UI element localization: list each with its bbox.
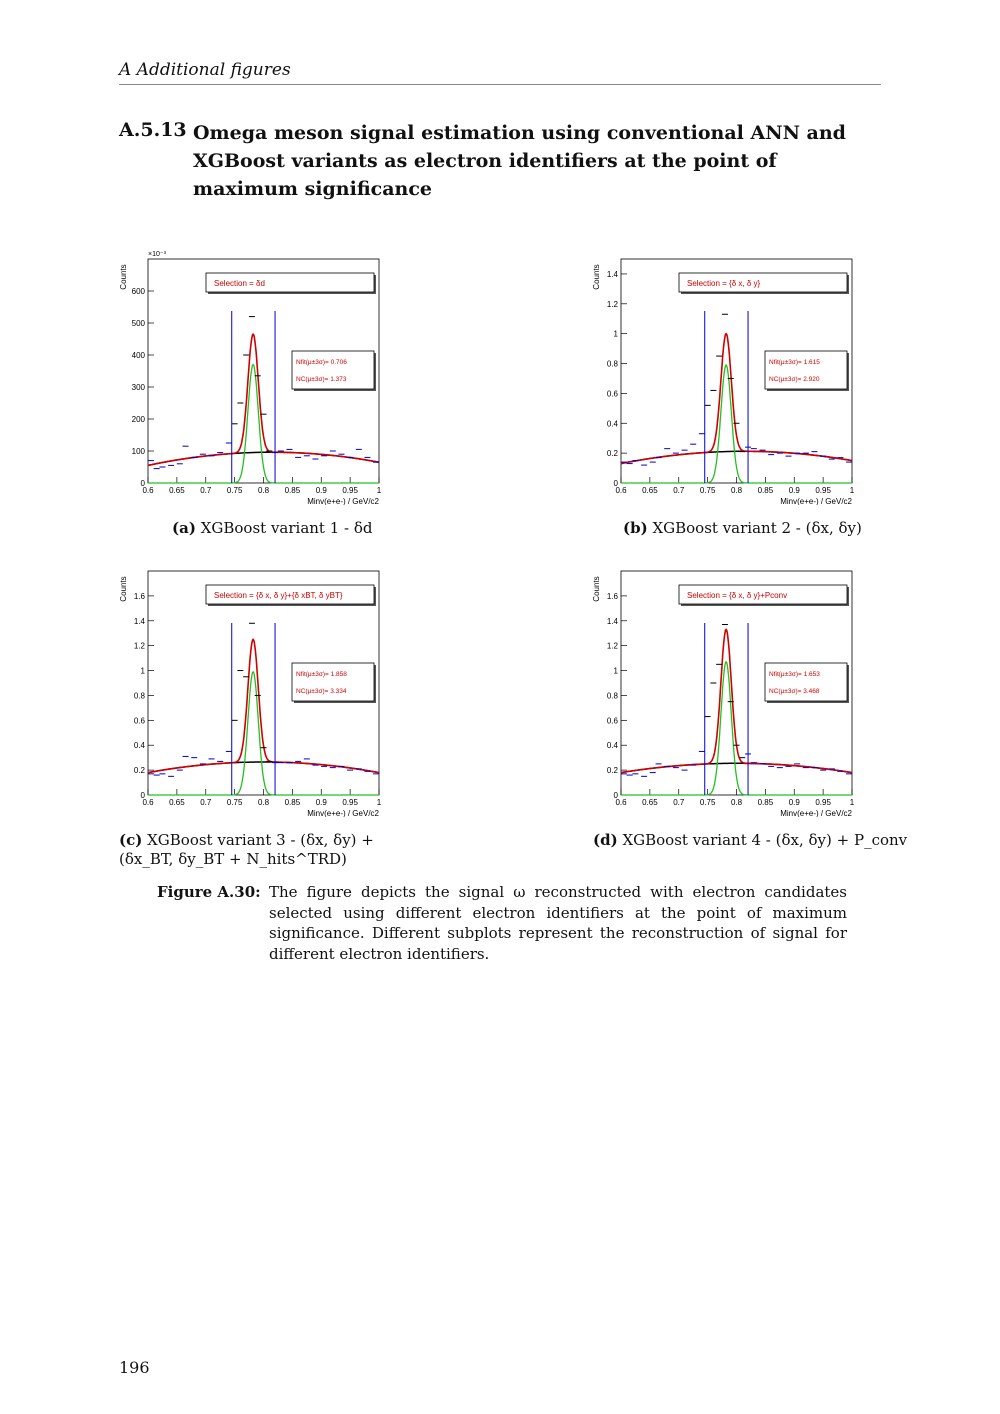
y-axis-label: Counts [592,264,601,290]
chart-c [112,557,412,817]
subcaption-tag: (a) [172,519,196,537]
x-axis-label: Minv(e+e-) / GeV/c2 [307,809,379,817]
subcaption-text: XGBoost variant 2 - (δx, δy) [652,519,862,537]
total-fit-line [148,639,379,772]
y-tick-label: 1.2 [133,641,145,651]
x-tick-label: 0.95 [815,798,831,807]
x-tick-label: 0.75 [699,798,716,807]
x-tick-label: 0.6 [615,798,627,807]
x-tick-label: 0.8 [257,486,270,495]
y-tick-label: 0 [140,791,145,800]
y-tick-label: 400 [131,351,145,360]
x-tick-label: 1 [376,798,382,807]
chart-panel-c [112,557,412,817]
selection-label: Selection = {δ x, δ y} [687,279,761,288]
selection-label: Selection = {δ x, δ y}+Pconv [687,591,788,600]
x-tick-label: 0.95 [342,486,358,495]
x-tick-label: 0.7 [673,798,685,807]
x-tick-label: 0.6 [615,486,627,495]
subcaption-tag: (b) [623,519,648,537]
chart-d [585,557,885,817]
x-tick-label: 0.65 [169,798,185,807]
y-axis-label: Counts [592,576,601,602]
header-rule [119,84,881,85]
subcaption-tag: (d) [593,831,618,849]
x-tick-label: 0.7 [200,486,212,495]
y-tick-label: 0.8 [606,691,618,701]
y-tick-label: 0 [140,479,145,488]
selection-label: Selection = {δ x, δ y}+{δ xBT, δ yBT} [214,591,343,600]
y-tick-label: 1 [613,666,618,676]
x-tick-label: 0.85 [757,798,774,807]
y-tick-label: 0.6 [606,716,618,726]
y-tick-label: 0.4 [133,741,145,751]
y-tick-label: 1.4 [606,269,618,279]
y-tick-label: 0.6 [606,389,618,399]
x-tick-label: 0.9 [315,798,327,807]
selection-label: Selection = δd [214,279,265,288]
chart-b [585,245,885,505]
section-title: Omega meson signal estimation using conventional ANN and XGBoost variants as electron identifiers at the point of maximum significance [193,122,846,200]
y-tick-label: 0.4 [606,741,618,751]
subcaption-c [119,831,409,869]
y-tick-label: 0.6 [133,716,145,726]
x-tick-label: 0.85 [284,798,301,807]
y-tick-label: 600 [131,287,145,296]
x-tick-label: 0.75 [699,486,716,495]
y-tick-label: 1.2 [606,299,618,309]
x-tick-label: 0.9 [788,486,800,495]
x-tick-label: 0.75 [226,798,243,807]
y-tick-label: 0.2 [606,449,618,459]
chart-panel-d [585,557,885,817]
y-tick-label: 1.4 [133,616,145,626]
fit-yield-label: Nfit(μ±3σ)= 1.615 [769,359,820,366]
x-tick-label: 0.7 [200,798,212,807]
subcaption-text: XGBoost variant 1 - δd [200,519,373,537]
x-tick-label: 0.9 [315,486,327,495]
fit-yield-label: Nfit(μ±3σ)= 1.858 [296,671,347,678]
subcaption-tag: (c) [119,831,143,849]
y-tick-label: 1.2 [606,641,618,651]
y-tick-label: 1 [613,329,618,339]
x-tick-label: 0.9 [788,798,800,807]
count-yield-label: NC(μ±3σ)= 3.334 [296,688,347,695]
y-tick-label: 500 [131,319,145,328]
x-tick-label: 0.85 [284,486,301,495]
x-tick-label: 0.65 [642,798,658,807]
yield-box [292,663,374,701]
x-tick-label: 0.85 [757,486,774,495]
running-head: A Additional figures [119,60,291,80]
x-axis-label: Minv(e+e-) / GeV/c2 [780,497,852,505]
section-number: A.5.13 [119,119,187,141]
fit-yield-label: Nfit(μ±3σ)= 0.706 [296,359,347,366]
yield-box [292,351,374,389]
x-axis-label: Minv(e+e-) / GeV/c2 [780,809,852,817]
page-number: 196 [119,1358,150,1377]
x-tick-label: 0.7 [673,486,685,495]
count-yield-label: NC(μ±3σ)= 2.920 [769,376,820,383]
figure-caption-text: The figure depicts the signal ω reconstructed with electron candidates selected using different electron identifiers at the point of maximum significance. Different subplots represent the reconstruction of signal for different electron identifiers. [269,883,847,963]
y-tick-label: 100 [131,447,145,456]
y-tick-label: 0.8 [606,359,618,369]
figure-label: Figure A.30: [157,883,261,901]
yield-box [765,351,847,389]
y-tick-label: 1.6 [133,591,145,601]
x-tick-label: 0.75 [226,486,243,495]
y-tick-label: 0.2 [606,766,618,776]
chart-panel-a [112,245,412,505]
y-tick-label: 1.6 [606,591,618,601]
subcaption-text: XGBoost variant 4 - (δx, δy) + P_conv [622,831,908,849]
y-tick-label: 0 [613,479,618,488]
x-tick-label: 0.6 [142,486,154,495]
y-tick-label: 0.8 [133,691,145,701]
count-yield-label: NC(μ±3σ)= 1.373 [296,376,347,383]
y-axis-label: Counts [119,576,128,602]
x-tick-label: 1 [376,486,382,495]
x-tick-label: 0.65 [169,486,185,495]
x-tick-label: 0.95 [815,486,831,495]
y-axis-label: Counts [119,264,128,290]
x-tick-label: 0.6 [142,798,154,807]
x-tick-label: 1 [849,798,855,807]
chart-panel-b [585,245,885,505]
x-tick-label: 0.8 [257,798,270,807]
y-tick-label: 300 [131,383,145,392]
count-yield-label: NC(μ±3σ)= 3.468 [769,688,820,695]
y-tick-label: 1 [140,666,145,676]
subcaption-a [172,519,373,538]
x-tick-label: 1 [849,486,855,495]
x-axis-label: Minv(e+e-) / GeV/c2 [307,497,379,505]
x-tick-label: 0.8 [730,798,743,807]
fit-yield-label: Nfit(μ±3σ)= 1.653 [769,671,820,678]
chart-a [112,245,412,505]
y-tick-label: 0 [613,791,618,800]
y-tick-label: 1.4 [606,616,618,626]
subcaption-b [623,519,862,538]
x-tick-label: 0.95 [342,798,358,807]
yield-box [765,663,847,701]
subcaption-d [593,831,907,850]
y-tick-label: 0.4 [606,419,618,429]
x-tick-label: 0.65 [642,486,658,495]
subcaption-text: XGBoost variant 3 - (δx, δy) + (δx_BT, δy_BT + N_hits^TRD) [119,831,374,868]
x-tick-label: 0.8 [730,486,743,495]
y-tick-label: 0.2 [133,766,145,776]
y-tick-label: 200 [131,415,145,424]
y-multiplier: ×10⁻³ [148,251,166,258]
